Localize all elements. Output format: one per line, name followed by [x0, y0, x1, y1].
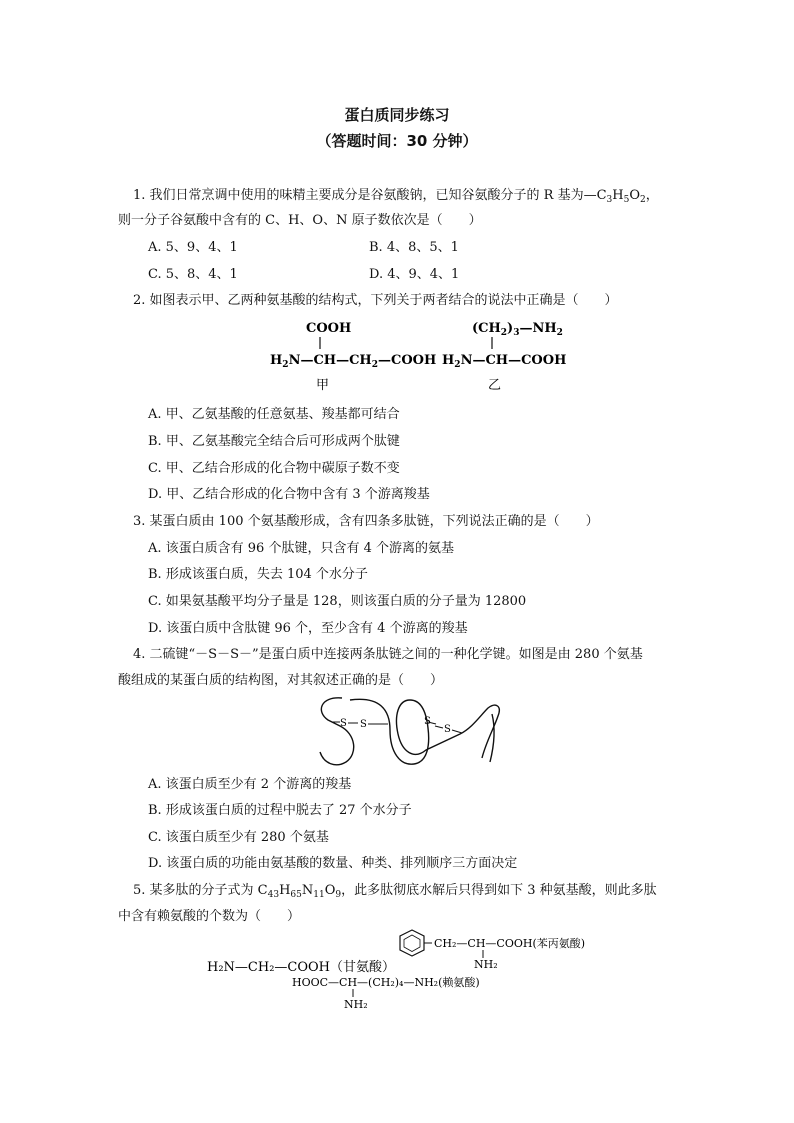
disulfide-s-3: S: [424, 716, 431, 727]
q4-stem-line2: 酸组成的某蛋白质的结构图，对其叙述正确的是（ ）: [118, 673, 444, 688]
q1-stem-line1: 1. 我们日常烹调中使用的味精主要成分是谷氨酸钠，已知谷氨酸分子的 R 基为$—C_3H_5O_2$，: [133, 188, 659, 205]
q5-stem-line1: 5. 某多肽的分子式为 $C_{43}H_{65}N_{11}O_9$，此多肽彻底水解后只得到如下 3 种氨基酸，则此多肽: [133, 883, 657, 900]
q5-amino-acids-figure: [200, 922, 620, 1017]
q2-option-d[interactable]: D. 甲、乙结合形成的化合物中含有 3 个游离羧基: [148, 487, 430, 502]
disulfide-s-1: S: [340, 718, 347, 729]
phenylalanine-formula: CH₂—CH—COOH(苯丙氨酸): [434, 937, 586, 950]
jia-main-chain: $H_2N—CH—CH_2—COOH$: [270, 353, 437, 370]
jia-top-cooh: COOH: [306, 321, 352, 336]
q2-option-b[interactable]: B. 甲、乙氨基酸完全结合后可形成两个肽键: [148, 434, 400, 449]
jia-label: 甲: [316, 378, 330, 393]
q4-stem-line1: 4. 二硫键“－S－S－”是蛋白质中连接两条肽链之间的一种化学键。如图是由 280 个氨基: [133, 647, 643, 662]
q1-option-b[interactable]: B. 4、8、5、1: [369, 240, 459, 255]
disulfide-s-2: S: [360, 719, 367, 730]
yi-label: 乙: [488, 378, 502, 393]
glycine-formula: H₂N—CH₂—COOH（甘氨酸）: [207, 960, 396, 975]
page-subtitle: （答题时间：30 分钟）: [316, 132, 478, 150]
q3-option-a[interactable]: A. 该蛋白质含有 96 个肽键，只含有 4 个游离的氨基: [148, 541, 454, 556]
q4-option-b[interactable]: B. 形成该蛋白质的过程中脱去了 27 个水分子: [148, 803, 412, 818]
q1-option-a[interactable]: A. 5、9、4、1: [148, 240, 238, 255]
q1-stem-line2: 则一分子谷氨酸中含有的 C、H、O、N 原子数依次是（ ）: [118, 213, 482, 228]
yi-top-group: $(CH_2)_3—NH_2$: [472, 321, 563, 338]
q2-option-a[interactable]: A. 甲、乙氨基酸的任意氨基、羧基都可结合: [148, 407, 400, 422]
lysine-nh2: NH₂: [344, 998, 368, 1011]
q5-stem-line2: 中含有赖氨酸的个数为（ ）: [118, 909, 301, 924]
q2-option-c[interactable]: C. 甲、乙结合形成的化合物中碳原子数不变: [148, 461, 400, 476]
q3-option-c[interactable]: C. 如果氨基酸平均分子量是 128，则该蛋白质的分子量为 12800: [148, 594, 527, 609]
disulfide-s-4: S: [444, 724, 451, 735]
q2-structure-figure: [260, 315, 567, 395]
q4-protein-structure-figure: [310, 690, 510, 772]
q4-option-d[interactable]: D. 该蛋白质的功能由氨基酸的数量、种类、排列顺序三方面决定: [148, 856, 518, 871]
yi-main-chain: $H_2N—CH—COOH$: [442, 353, 567, 370]
q1-option-c[interactable]: C. 5、8、4、1: [148, 267, 238, 282]
phenylalanine-nh2: NH₂: [474, 958, 498, 971]
q3-stem: 3. 某蛋白质由 100 个氨基酸形成，含有四条多肽链，下列说法正确的是（ ）: [133, 514, 599, 529]
q1-option-d[interactable]: D. 4、9、4、1: [369, 267, 460, 282]
q3-option-b[interactable]: B. 形成该蛋白质，失去 104 个水分子: [148, 567, 368, 582]
lysine-formula: HOOC—CH—(CH₂)₄—NH₂(赖氨酸): [292, 976, 480, 989]
page-title: 蛋白质同步练习: [344, 106, 450, 124]
q4-option-c[interactable]: C. 该蛋白质至少有 280 个氨基: [148, 830, 329, 845]
q4-option-a[interactable]: A. 该蛋白质至少有 2 个游离的羧基: [148, 777, 352, 792]
q3-option-d[interactable]: D. 该蛋白质中含肽键 96 个，至少含有 4 个游离的羧基: [148, 621, 468, 636]
q2-stem: 2. 如图表示甲、乙两种氨基酸的结构式，下列关于两者结合的说法中正确是（ ）: [133, 293, 618, 308]
